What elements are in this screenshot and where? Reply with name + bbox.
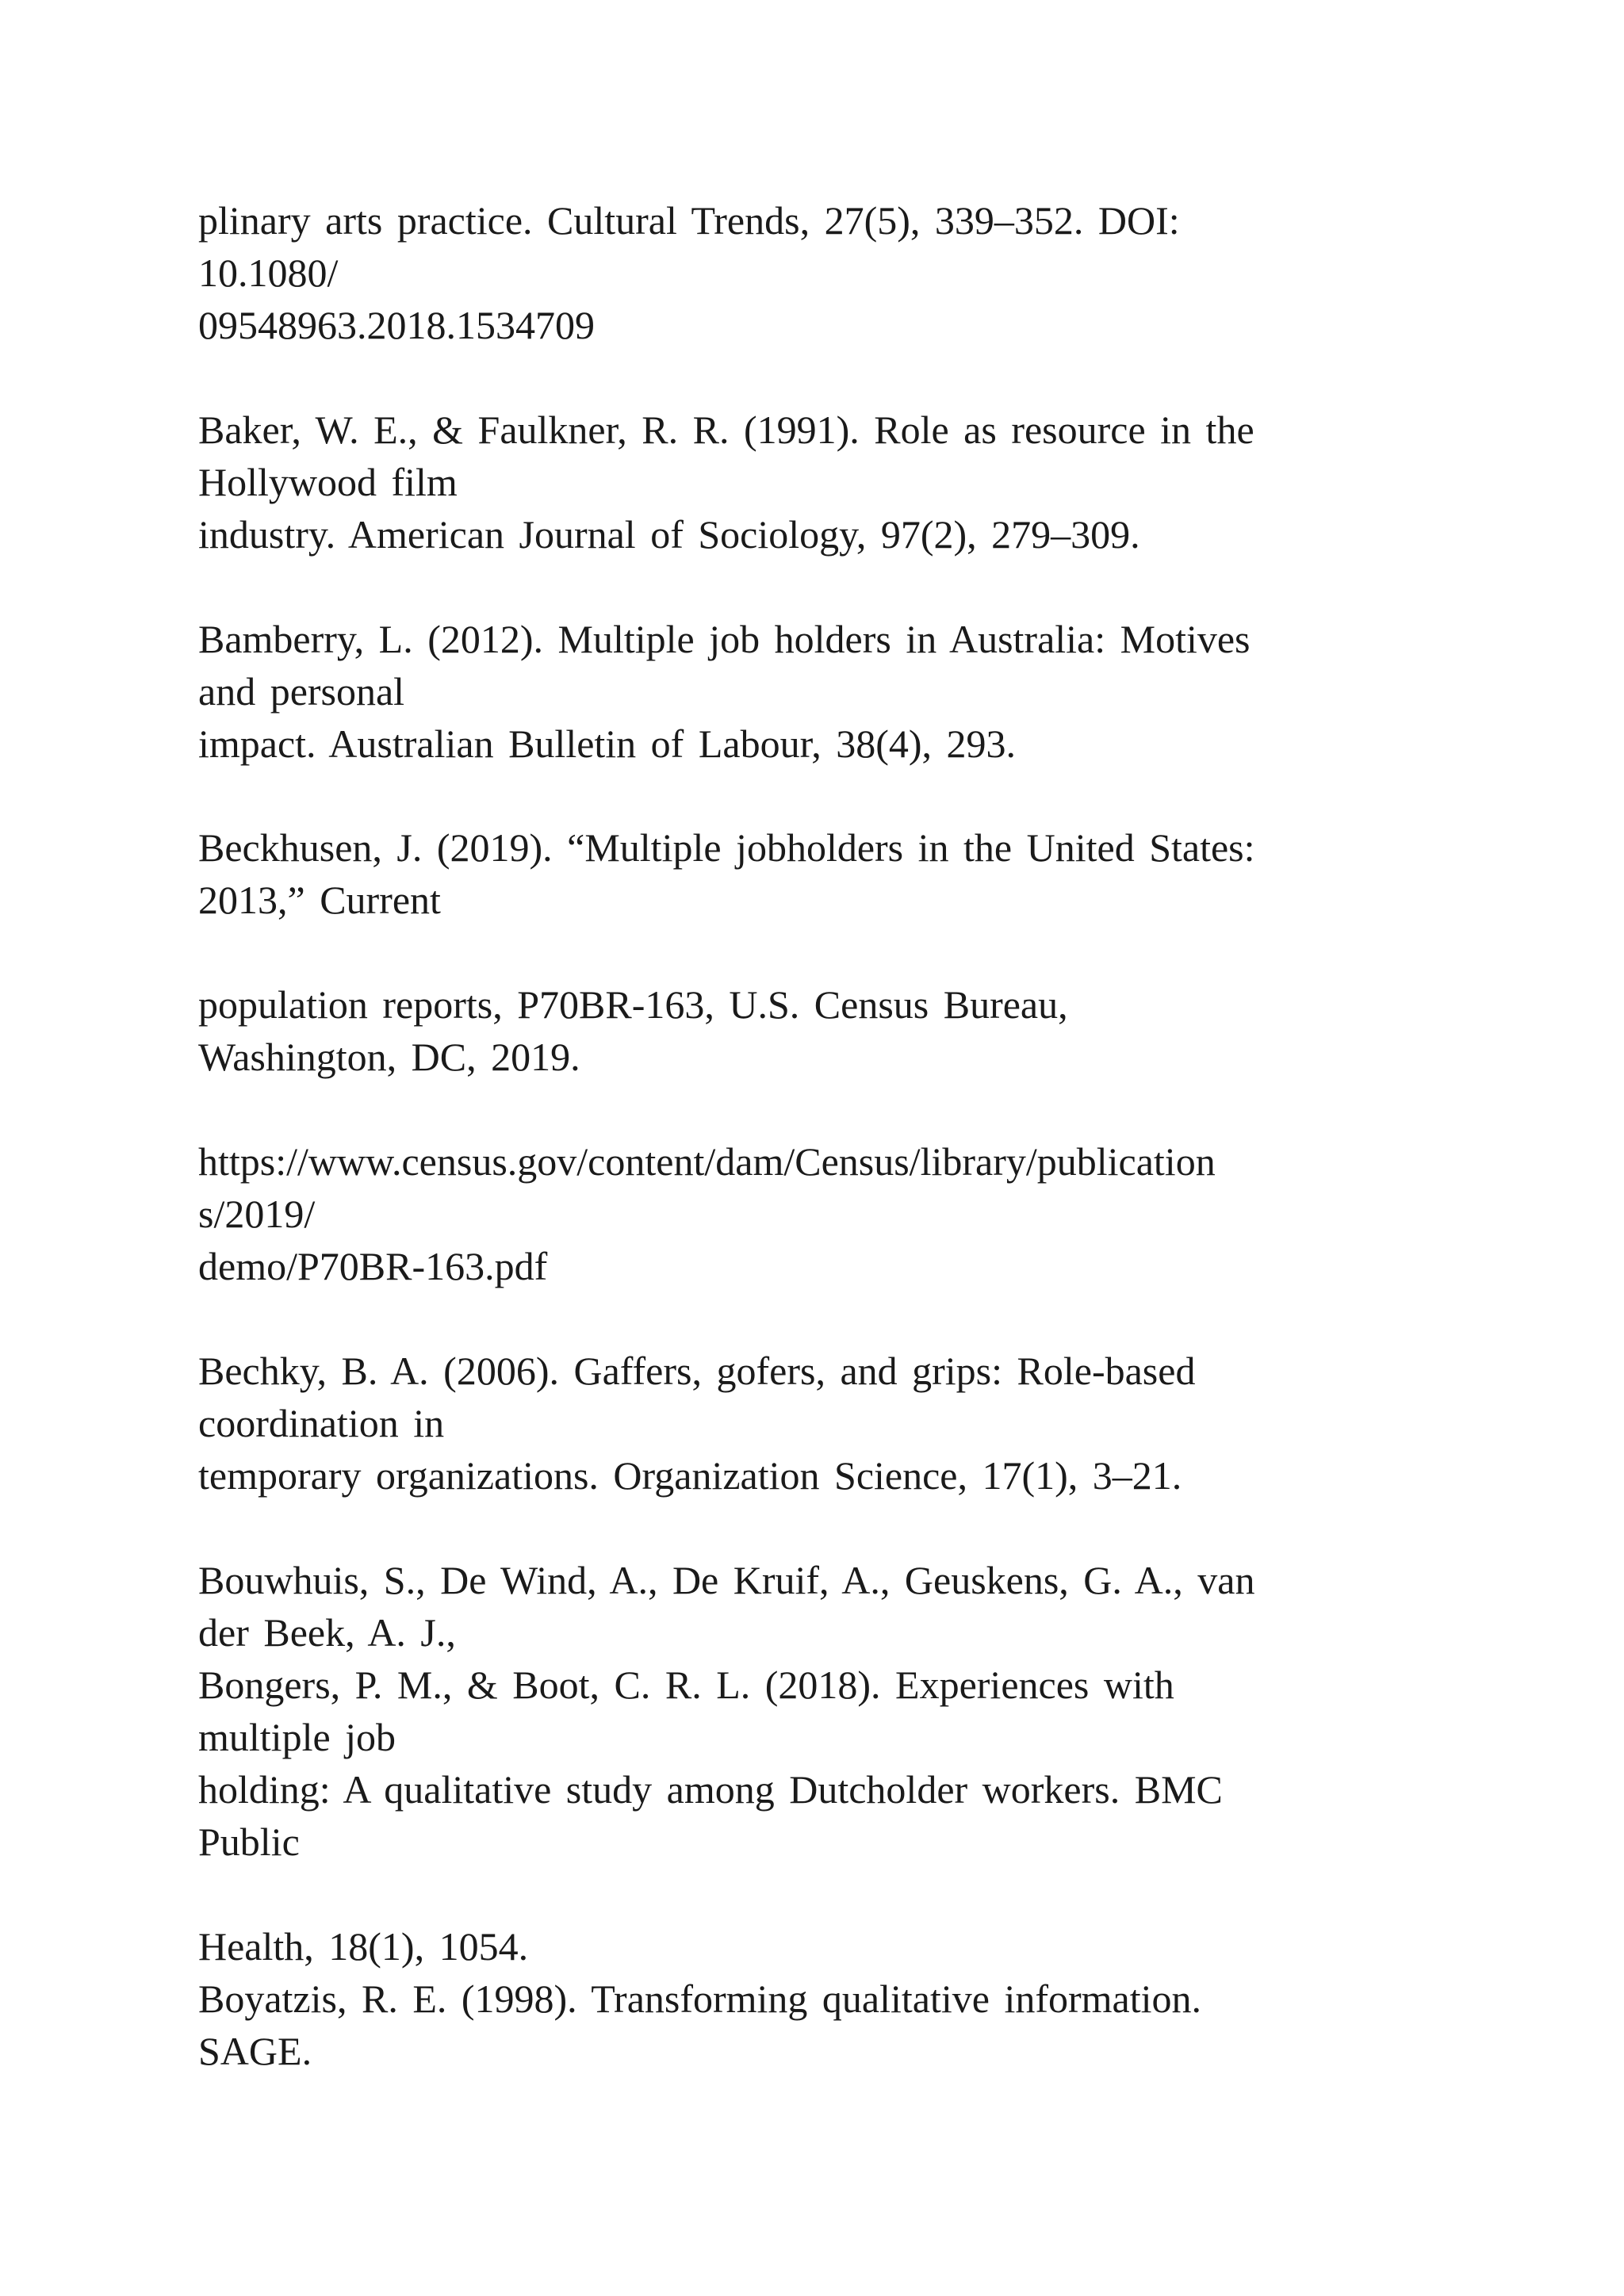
text-line: 10.1080/ — [198, 251, 339, 295]
text-line: multiple job — [198, 1715, 396, 1759]
text-line: 2013,” Current — [198, 878, 441, 922]
text-line: 09548963.2018.1534709 — [198, 303, 595, 347]
text-line: Bamberry, L. (2012). Multiple job holders in Australia: Motives — [198, 617, 1251, 661]
text-line: plinary arts practice. Cultural Trends, 27(5), 339–352. DOI: — [198, 198, 1180, 243]
text-line: SAGE. — [198, 2029, 312, 2073]
text-line: Public — [198, 1820, 300, 1864]
text-line: and personal — [198, 669, 405, 714]
text-line: holding: A qualitative study among Dutcholder workers. BMC — [198, 1767, 1223, 1812]
text-line: impact. Australian Bulletin of Labour, 38(4), 293. — [198, 721, 1017, 766]
text-line: Baker, W. E., & Faulkner, R. R. (1991). Role as resource in the — [198, 408, 1254, 452]
text-line: Bechky, B. A. (2006). Gaffers, gofers, and grips: Role-based — [198, 1349, 1196, 1393]
text-line: Health, 18(1), 1054. — [198, 1924, 529, 1969]
text-line: Washington, DC, 2019. — [198, 1035, 580, 1079]
text-line: coordination in — [198, 1401, 445, 1445]
text-line: Hollywood film — [198, 460, 458, 504]
text-line: Boyatzis, R. E. (1998). Transforming qualitative information. — [198, 1976, 1202, 2021]
text-line: industry. American Journal of Sociology, 97(2), 279–309. — [198, 512, 1140, 557]
text-line: Beckhusen, J. (2019). “Multiple jobholders in the United States: — [198, 825, 1255, 870]
text-line: demo/P70BR-163.pdf — [198, 1244, 548, 1288]
text-line: Bongers, P. M., & Boot, C. R. L. (2018). Experiences with — [198, 1663, 1174, 1707]
text-line: s/2019/ — [198, 1192, 316, 1236]
text-line: https://www.census.gov/content/dam/Census/library/publication — [198, 1139, 1216, 1184]
text-line: Bouwhuis, S., De Wind, A., De Kruif, A., Geuskens, G. A., van — [198, 1558, 1255, 1602]
text-line: der Beek, A. J., — [198, 1610, 456, 1655]
text-line: temporary organizations. Organization Science, 17(1), 3–21. — [198, 1453, 1182, 1498]
text-line: population reports, P70BR-163, U.S. Census Bureau, — [198, 982, 1068, 1027]
